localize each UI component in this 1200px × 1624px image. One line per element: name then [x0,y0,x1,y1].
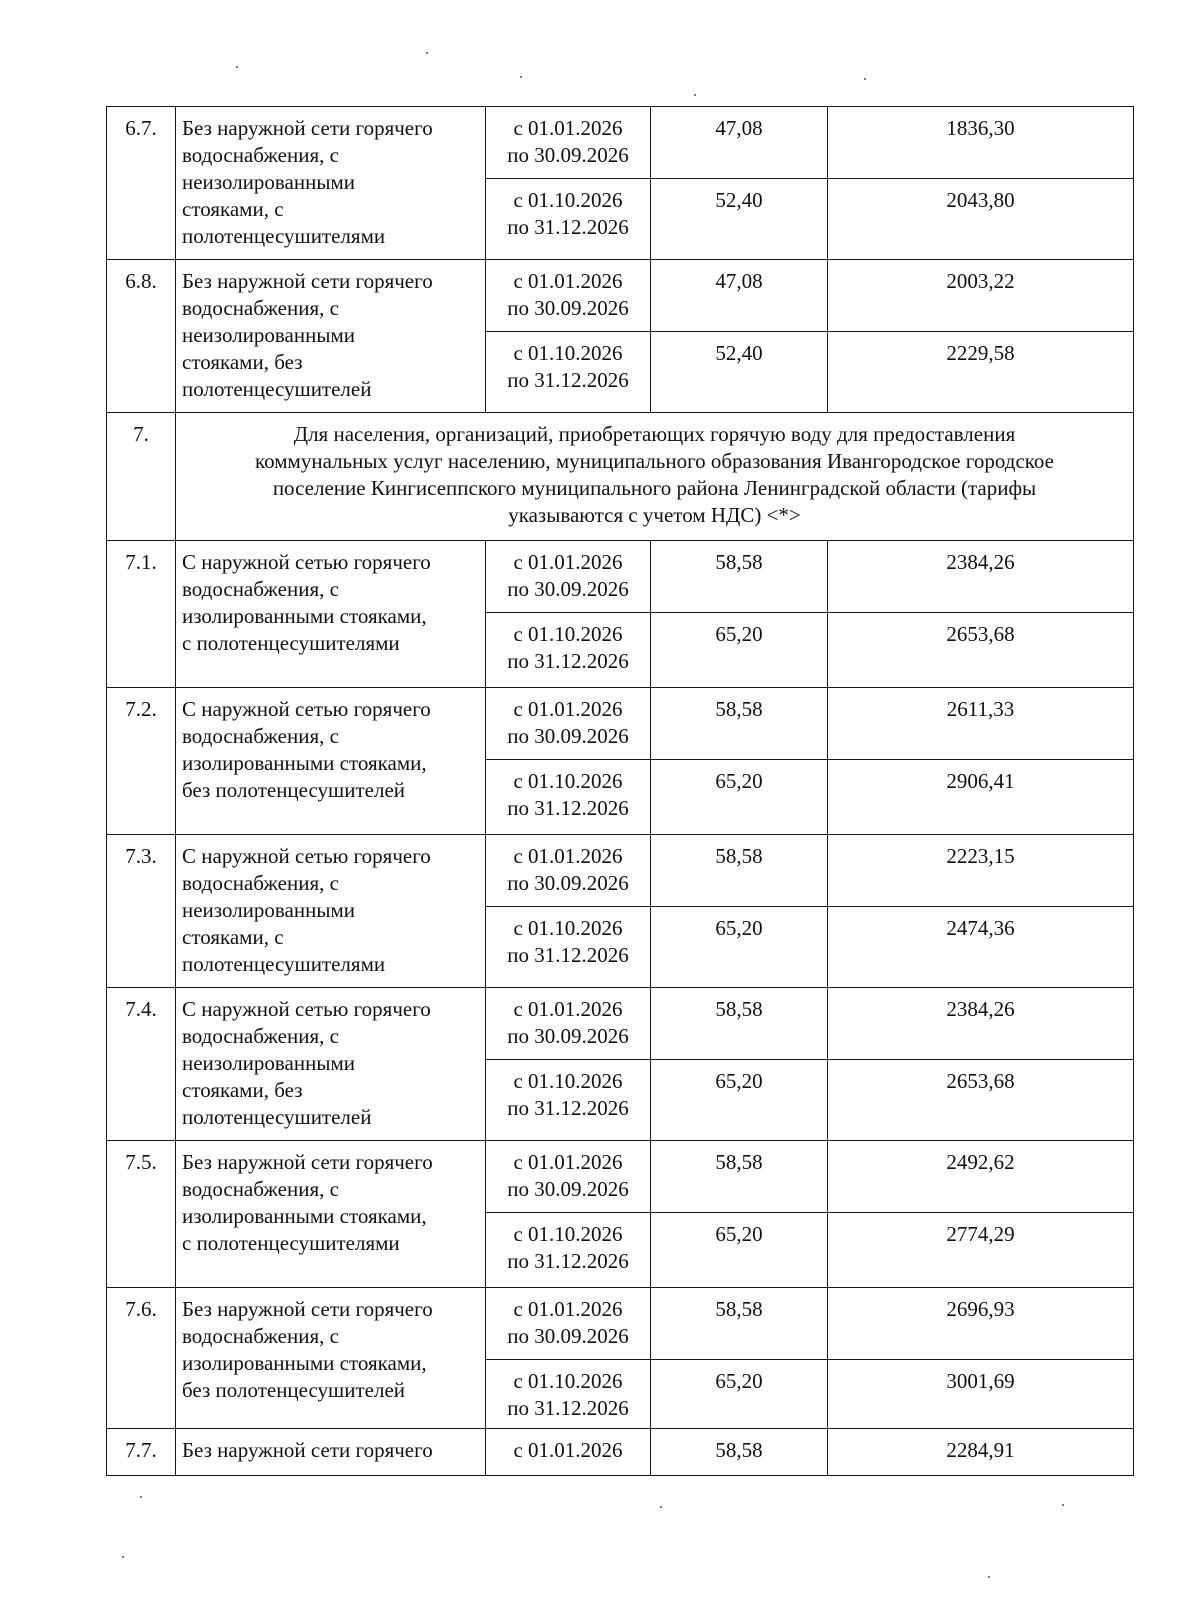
rate-value: 52,40 [651,332,828,413]
period-cell: с 01.01.2026 по 30.09.2026 [486,988,651,1060]
period-cell: с 01.10.2026 по 31.12.2026 [486,1360,651,1429]
rate-value: 47,08 [651,260,828,332]
rate-value: 65,20 [651,907,828,988]
row-number: 7.3. [107,835,176,988]
row-number: 7.4. [107,988,176,1141]
period-cell: с 01.01.2026 по 30.09.2026 [486,107,651,179]
tariff-value: 1836,30 [828,107,1134,179]
scan-speck [426,52,428,54]
tariff-value: 3001,69 [828,1360,1134,1429]
scan-speck [520,76,522,78]
tariff-value: 2653,68 [828,1060,1134,1141]
rate-value: 65,20 [651,613,828,688]
tariff-value: 2223,15 [828,835,1134,907]
period-cell: с 01.01.2026 [486,1429,651,1476]
rate-value: 65,20 [651,1060,828,1141]
tariff-value: 2774,29 [828,1213,1134,1288]
rate-value: 58,58 [651,1288,828,1360]
period-cell: с 01.01.2026 по 30.09.2026 [486,1141,651,1213]
rate-value: 58,58 [651,988,828,1060]
tariff-value: 2229,58 [828,332,1134,413]
row-number: 7.1. [107,541,176,688]
period-cell: с 01.10.2026 по 31.12.2026 [486,907,651,988]
period-cell: с 01.01.2026 по 30.09.2026 [486,688,651,760]
period-cell: с 01.10.2026 по 31.12.2026 [486,1060,651,1141]
scan-speck [236,66,238,68]
table-row [107,988,1134,1060]
table-row [107,1288,1134,1360]
rate-value: 58,58 [651,688,828,760]
rate-value: 65,20 [651,1213,828,1288]
row-description: Без наружной сети горячего водоснабжения, с изолированными стояками, без полотенцесушителей [176,1288,486,1429]
row-description: Без наружной сети горячего [176,1429,486,1476]
tariff-value: 2906,41 [828,760,1134,835]
scan-speck [1062,1504,1064,1506]
table-row [107,107,1134,179]
table-row [107,1429,1134,1476]
scan-speck [122,1556,124,1558]
period-cell: с 01.01.2026 по 30.09.2026 [486,260,651,332]
tariff-value: 2284,91 [828,1429,1134,1476]
rate-value: 58,58 [651,835,828,907]
period-cell: с 01.01.2026 по 30.09.2026 [486,835,651,907]
row-description: Без наружной сети горячего водоснабжения, с неизолированными стояками, без полотенцесушителей [176,260,486,413]
row-description: С наружной сетью горячего водоснабжения, с неизолированными стояками, с полотенцесушителями [176,835,486,988]
tariff-value: 2653,68 [828,613,1134,688]
scan-speck [140,1496,142,1498]
tariff-value: 2003,22 [828,260,1134,332]
period-cell: с 01.10.2026 по 31.12.2026 [486,1213,651,1288]
rate-value: 65,20 [651,760,828,835]
scan-speck [694,94,696,96]
rate-value: 58,58 [651,1429,828,1476]
table-row [107,541,1134,613]
table-row [107,1141,1134,1213]
tariff-value: 2384,26 [828,541,1134,613]
section-number: 7. [107,413,176,541]
period-cell: с 01.01.2026 по 30.09.2026 [486,1288,651,1360]
row-description: С наружной сетью горячего водоснабжения, с изолированными стояками, с полотенцесушителями [176,541,486,688]
period-cell: с 01.10.2026 по 31.12.2026 [486,613,651,688]
tariff-value: 2611,33 [828,688,1134,760]
rate-value: 47,08 [651,107,828,179]
row-number: 7.7. [107,1429,176,1476]
row-description: Без наружной сети горячего водоснабжения, с изолированными стояками, с полотенцесушителями [176,1141,486,1288]
table-row [107,260,1134,332]
rate-value: 65,20 [651,1360,828,1429]
row-description: Без наружной сети горячего водоснабжения, с неизолированными стояками, с полотенцесушителями [176,107,486,260]
tariff-value: 2474,36 [828,907,1134,988]
row-description: С наружной сетью горячего водоснабжения, с изолированными стояками, без полотенцесушителей [176,688,486,835]
row-description: С наружной сетью горячего водоснабжения, с неизолированными стояками, без полотенцесушителей [176,988,486,1141]
section-title: Для населения, организаций, приобретающих горячую воду для предоставления коммунальных услуг населению, муниципального образования Ивангородское городское поселение Кингисеппского муниципального района Ленинградской области (тарифы указываются с учетом НДС) <*> [176,413,1134,541]
scan-speck [660,1506,662,1508]
period-cell: с 01.10.2026 по 31.12.2026 [486,179,651,260]
row-number: 6.7. [107,107,176,260]
rate-value: 58,58 [651,541,828,613]
period-cell: с 01.01.2026 по 30.09.2026 [486,541,651,613]
rate-value: 58,58 [651,1141,828,1213]
rate-value: 52,40 [651,179,828,260]
tariff-value: 2043,80 [828,179,1134,260]
row-number: 6.8. [107,260,176,413]
period-cell: с 01.10.2026 по 31.12.2026 [486,760,651,835]
row-number: 7.5. [107,1141,176,1288]
tariff-table [106,106,1134,1476]
scan-speck [988,1576,990,1578]
row-number: 7.6. [107,1288,176,1429]
table-row [107,688,1134,760]
tariff-value: 2384,26 [828,988,1134,1060]
tariff-value: 2492,62 [828,1141,1134,1213]
section-row [107,413,1134,541]
table-row [107,835,1134,907]
tariff-value: 2696,93 [828,1288,1134,1360]
period-cell: с 01.10.2026 по 31.12.2026 [486,332,651,413]
row-number: 7.2. [107,688,176,835]
scan-speck [864,78,866,80]
